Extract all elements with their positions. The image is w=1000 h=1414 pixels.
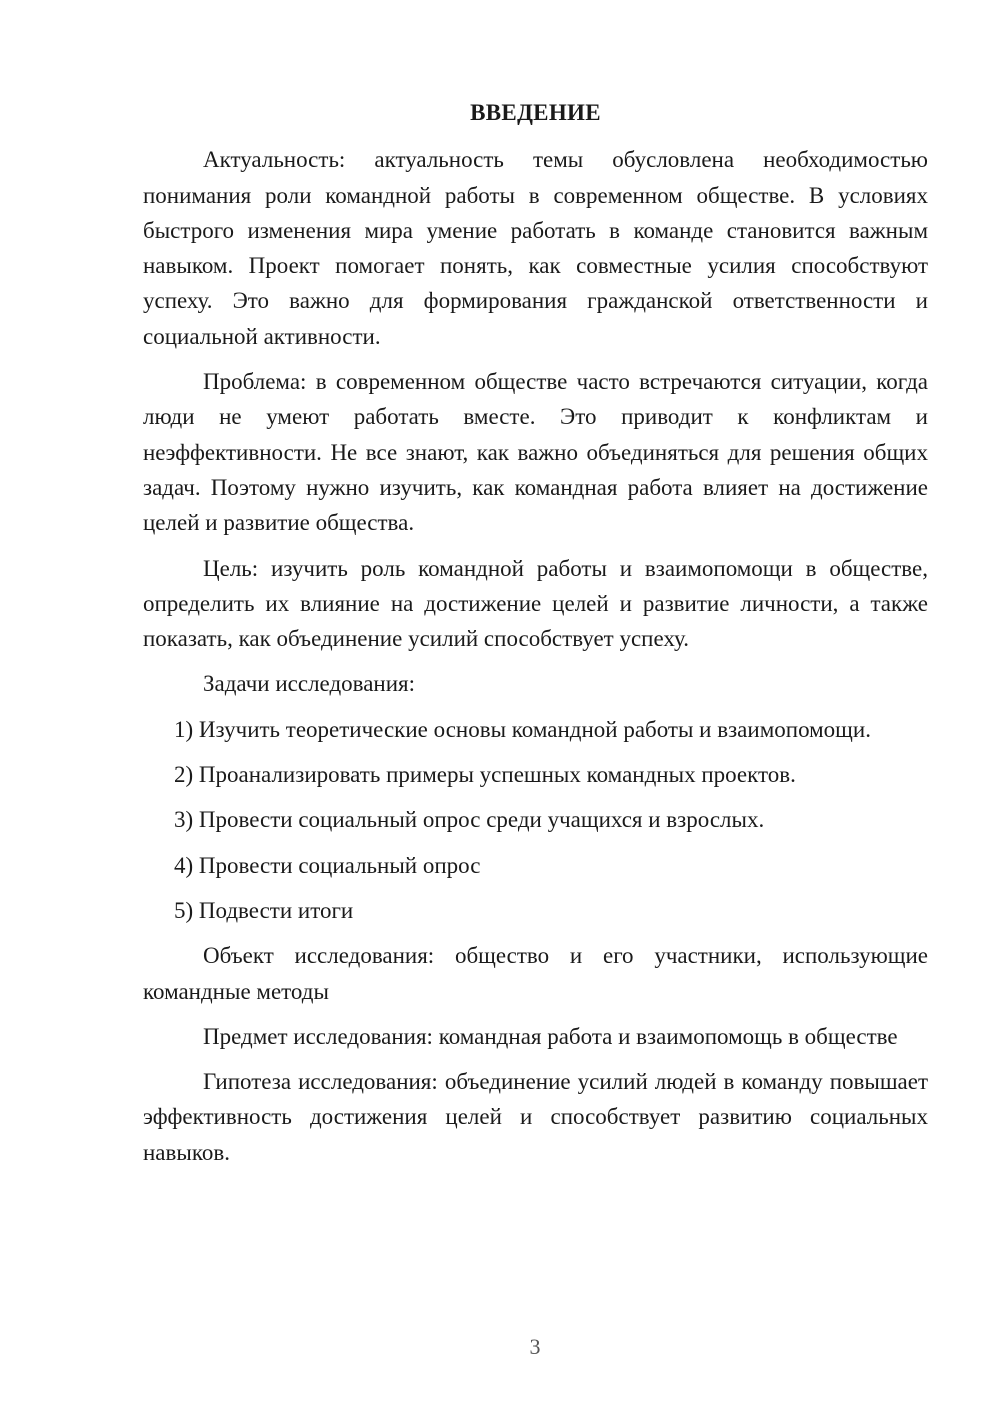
paragraph-hypothesis: Гипотеза исследования: объединение усилий людей в команду повышает эффективность достижения целей и способствует развитию социальных навыков.: [143, 1069, 928, 1165]
page-number: 3: [529, 1334, 541, 1359]
section-title: ВВЕДЕНИЕ: [470, 100, 601, 125]
paragraph-problem: Проблема: в современном обществе часто встречаются ситуации, когда люди не умеют работать вместе. Это приводит к конфликтам и неэффективности. Не все знают, как важно объединяться для решения общих задач. Поэтому нужно изучить, как командная работа влияет на достижение целей и развитие общества.: [143, 369, 928, 536]
document-page: [143, 95, 928, 1170]
task-item: 4) Провести социальный опрос: [174, 852, 481, 878]
task-item: 5) Подвести итоги: [174, 897, 354, 923]
task-item: 3) Провести социальный опрос среди учащихся и взрослых.: [174, 807, 765, 833]
task-item: 1) Изучить теоретические основы командной работы и взаимопомощи.: [174, 716, 871, 742]
task-item: 2) Проанализировать примеры успешных командных проектов.: [174, 762, 796, 788]
paragraph-goal: Цель: изучить роль командной работы и взаимопомощи в обществе, определить их влияние на достижение целей и развитие личности, а также показать, как объединение усилий способствует успеху.: [143, 555, 928, 652]
paragraph-tasks-heading: Задачи исследования:: [203, 671, 416, 697]
paragraph-object: Объект исследования: общество и его участники, использующие командные методы: [143, 943, 928, 1004]
paragraph-subject: Предмет исследования: командная работа и взаимопомощь в обществе: [203, 1023, 898, 1049]
paragraph-relevance: Актуальность: актуальность темы обусловлена необходимостью понимания роли командной работы в современном обществе. В условиях быстрого изменения мира умение работать в команде становится важным навыком. Проект помогает понять, как совместные усилия способствуют успеху. Это важно для формирования гражданской ответственности и социальной активности.: [143, 147, 928, 349]
